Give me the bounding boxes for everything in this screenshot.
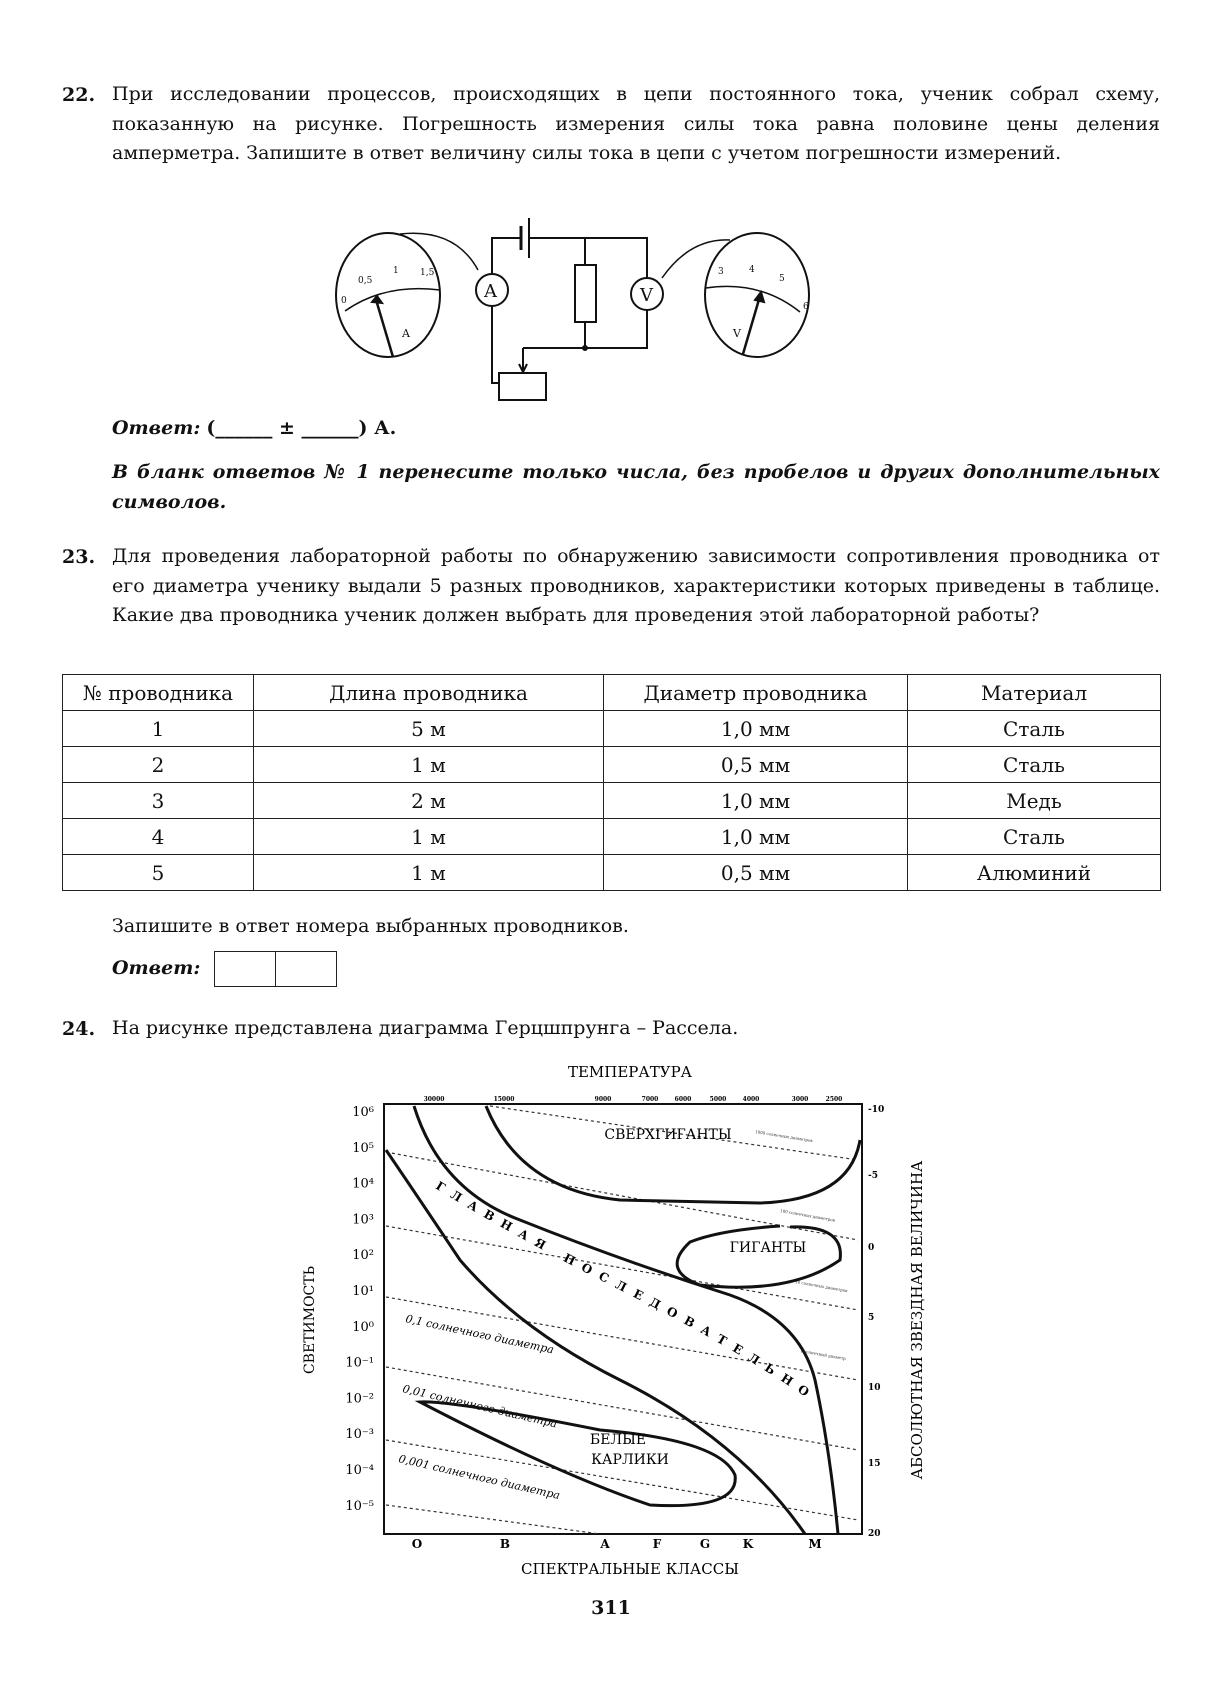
ammeter-tick: 0 (341, 296, 347, 306)
diameter-line (386, 1505, 600, 1534)
white-dwarfs-label: КАРЛИКИ (591, 1452, 669, 1468)
table-row (63, 819, 1161, 855)
voltmeter-tick: 3 (718, 267, 724, 277)
question-24-number: 24. (62, 1018, 96, 1040)
luminosity-tick: 10³ (352, 1212, 374, 1228)
magnitude-tick: 20 (868, 1529, 881, 1539)
diameter-label: 0,01 солнечного диаметра (401, 1382, 559, 1431)
spectral-class-tick: K (742, 1537, 754, 1551)
answer-box-2[interactable] (275, 951, 337, 987)
cell: 2 м (254, 783, 604, 819)
temperature-tick: 15000 (493, 1096, 515, 1103)
voltmeter-tick: 5 (779, 274, 785, 284)
temperature-tick: 5000 (709, 1096, 727, 1103)
table-row (63, 711, 1161, 747)
table-row (63, 747, 1161, 783)
magnitude-tick: 15 (868, 1459, 881, 1469)
answer-template[interactable]: (______ ± ______) А. (206, 417, 397, 439)
question-23-number: 23. (62, 546, 96, 568)
conductors-table (62, 674, 1161, 891)
giants-region (677, 1226, 840, 1287)
temperature-tick: 3000 (791, 1096, 809, 1103)
diameter-label: 100 солнечных диаметров (779, 1208, 836, 1223)
cell: 0,5 мм (604, 855, 908, 891)
magnitude-tick: 5 (868, 1313, 875, 1323)
luminosity-tick: 10⁻¹ (345, 1355, 374, 1371)
luminosity-tick: 10⁴ (352, 1176, 374, 1192)
main-sequence-label: ГЛАВНАЯ ПОСЛЕДОВАТЕЛЬНО (433, 1178, 820, 1405)
cell: 1 м (254, 855, 604, 891)
temperature-tick: 30000 (423, 1096, 445, 1103)
rheostat (499, 373, 546, 400)
question-23-text: Для проведения лабораторной работы по обнаружению зависимости сопротивления проводника от его диаметра ученику выдали 5 разных проводников, характеристики которых приведены в таблице. Какие два проводника ученик должен выбрать для проведения этой лабораторной работы? (112, 545, 1160, 626)
page-number: 311 (591, 1597, 631, 1619)
diameter-label: 0,001 солнечного диаметра (397, 1452, 562, 1503)
luminosity-tick: 10⁶ (352, 1105, 374, 1120)
supergiants-label: СВЕРХГИГАНТЫ (604, 1127, 732, 1143)
question-24-text: На рисунке представлена диаграмма Герцшпрунга – Рассела. (112, 1017, 739, 1039)
ammeter-symbol: A (484, 281, 497, 302)
luminosity-label: СВЕТИМОСТЬ (302, 1265, 318, 1375)
table-row (63, 783, 1161, 819)
ammeter-tick: 1 (393, 266, 399, 276)
white-dwarfs-label: БЕЛЫЕ (589, 1432, 647, 1448)
circuit-diagram (0, 0, 1222, 420)
magnitude-label: АБСОЛЮТНАЯ ЗВЕЗДНАЯ ВЕЛИЧИНА (908, 1160, 926, 1480)
cell: 1 (63, 711, 254, 747)
white-dwarfs-region (420, 1402, 735, 1506)
voltmeter-tick: 6 (803, 302, 809, 312)
temperature-tick: 6000 (674, 1096, 692, 1103)
cell: Сталь (908, 747, 1161, 783)
diameter-label: 0,1 солнечного диаметра (404, 1312, 555, 1357)
luminosity-tick: 10² (352, 1248, 374, 1264)
voltmeter-dial (705, 233, 809, 357)
cell: 1,0 мм (604, 819, 908, 855)
question-22-text: При исследовании процессов, происходящих в цепи постоянного тока, ученик собрал схему, показанную на рисунке. Погрешность измерения силы тока равна половине цены деления амперметра. Запишите в ответ величину силы тока в цепи с учетом погрешности измерений. (112, 83, 1160, 164)
voltmeter-symbol: V (640, 285, 653, 306)
table-header-row (63, 675, 1161, 711)
answer-label: Ответ: (112, 957, 201, 979)
luminosity-tick: 10⁻⁵ (345, 1498, 374, 1514)
diameter-label: 10 солнечных диаметров (794, 1279, 848, 1294)
temperature-title: ТЕМПЕРАТУРА (567, 1063, 693, 1081)
spectral-class-tick: F (652, 1537, 662, 1551)
header-length: Длина проводника (254, 675, 604, 711)
luminosity-tick: 10¹ (352, 1284, 374, 1299)
supergiants-boundary (486, 1106, 860, 1203)
cell: 4 (63, 819, 254, 855)
spectral-class-tick: O (411, 1537, 423, 1551)
spectral-class-tick: B (499, 1537, 511, 1551)
hertzsprung-russell-diagram (0, 1050, 1222, 1630)
instruction: Запишите в ответ номера выбранных проводников. (112, 915, 629, 937)
magnitude-tick: 0 (868, 1243, 875, 1253)
question-22-number: 22. (62, 84, 96, 106)
ammeter-tick: 1,5 (420, 268, 435, 278)
luminosity-tick: 10⁻³ (345, 1427, 374, 1443)
luminosity-tick: 10⁵ (352, 1140, 374, 1156)
temperature-tick: 2500 (825, 1096, 843, 1103)
cell: 5 (63, 855, 254, 891)
spectral-classes-label: СПЕКТРАЛЬНЫЕ КЛАССЫ (521, 1560, 739, 1578)
diameter-line (386, 1297, 858, 1380)
giants-label: ГИГАНТЫ (729, 1240, 807, 1256)
temperature-tick: 9000 (594, 1096, 612, 1103)
table-row (63, 855, 1161, 891)
voltmeter-tick: 4 (749, 265, 755, 275)
answer-box-1[interactable] (214, 951, 276, 987)
cell: Сталь (908, 711, 1161, 747)
header-number: № проводника (63, 675, 254, 711)
cell: Медь (908, 783, 1161, 819)
answer-label: Ответ: (112, 417, 201, 439)
cell: 5 м (254, 711, 604, 747)
spectral-class-tick: A (600, 1537, 610, 1551)
temperature-tick: 4000 (742, 1096, 760, 1103)
ammeter-dial (336, 233, 440, 357)
cell: 2 (63, 747, 254, 783)
magnitude-tick: -10 (868, 1105, 885, 1115)
cell: 1 м (254, 819, 604, 855)
cell: 1 м (254, 747, 604, 783)
luminosity-tick: 10⁻² (345, 1391, 374, 1407)
spectral-class-tick: M (808, 1537, 822, 1551)
luminosity-tick: 10⁰ (352, 1319, 374, 1335)
spectral-class-tick: G (699, 1537, 711, 1551)
magnitude-tick: -5 (868, 1171, 878, 1181)
cell: Сталь (908, 819, 1161, 855)
header-diameter: Диаметр проводника (604, 675, 908, 711)
header-material: Материал (908, 675, 1161, 711)
ammeter-unit: A (402, 327, 410, 340)
diameter-label: 1 солнечный диаметр (799, 1348, 847, 1362)
cell: 3 (63, 783, 254, 819)
ammeter-tick: 0,5 (358, 276, 373, 286)
luminosity-tick: 10⁻⁴ (345, 1463, 374, 1478)
magnitude-tick: 10 (868, 1383, 881, 1393)
cell: 1,0 мм (604, 711, 908, 747)
cell: 0,5 мм (604, 747, 908, 783)
diameter-label: 1000 солнечных диаметров (754, 1129, 814, 1144)
temperature-tick: 7000 (641, 1096, 659, 1103)
voltmeter-unit: V (733, 327, 741, 340)
diameter-line (386, 1226, 858, 1310)
cell: Алюминий (908, 855, 1161, 891)
answer-note: В бланк ответов № 1 перенесите только числа, без пробелов и других дополнительных символов. (112, 461, 1160, 513)
cell: 1,0 мм (604, 783, 908, 819)
